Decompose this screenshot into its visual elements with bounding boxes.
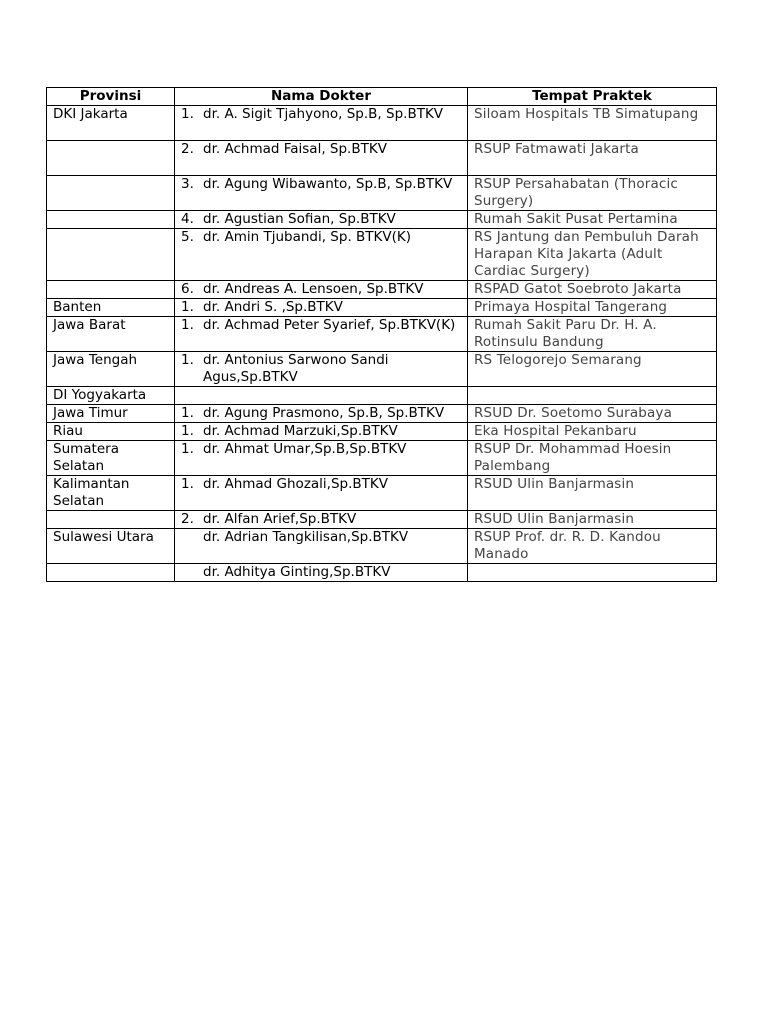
doctor-name: dr. Ahmat Umar,Sp.B,Sp.BTKV: [203, 441, 407, 457]
cell-tempat-praktek: Primaya Hospital Tangerang: [468, 299, 717, 317]
cell-tempat-praktek: RSUD Ulin Banjarmasin: [468, 476, 717, 511]
header-provinsi: Provinsi: [47, 88, 175, 106]
header-tempat-praktek: Tempat Praktek: [468, 88, 717, 106]
cell-tempat-praktek: Siloam Hospitals TB Simatupang: [468, 106, 717, 141]
cell-nama-dokter: [175, 476, 468, 511]
doctor-name: dr. Andri S. ,Sp.BTKV: [203, 299, 343, 315]
cell-provinsi: Kalimantan Selatan: [47, 476, 175, 511]
doctor-name: dr. Achmad Faisal, Sp.BTKV: [203, 141, 387, 157]
list-number: 1.: [181, 106, 194, 122]
list-number: 5.: [181, 229, 194, 245]
cell-provinsi: Sulawesi Utara: [47, 529, 175, 564]
table-row: [47, 529, 717, 564]
cell-nama-dokter: [175, 317, 468, 352]
doctor-name: dr. Andreas A. Lensoen, Sp.BTKV: [203, 281, 424, 297]
table-row: [47, 106, 717, 141]
cell-tempat-praktek: RSUP Persahabatan (Thoracic Surgery): [468, 176, 717, 211]
table-header-row: [47, 88, 717, 106]
list-number: 1.: [181, 405, 194, 421]
table-row: [47, 299, 717, 317]
doctor-name: dr. Alfan Arief,Sp.BTKV: [203, 511, 357, 527]
table-row: [47, 211, 717, 229]
cell-nama-dokter: [175, 405, 468, 423]
list-number: 2.: [181, 511, 194, 527]
list-number: 4.: [181, 211, 194, 227]
header-nama-dokter: Nama Dokter: [175, 88, 468, 106]
list-number: 1.: [181, 423, 194, 439]
doctor-name: dr. Achmad Marzuki,Sp.BTKV: [203, 423, 398, 439]
cell-provinsi: [47, 564, 175, 582]
cell-tempat-praktek: RSUD Dr. Soetomo Surabaya: [468, 405, 717, 423]
list-number: 1.: [181, 476, 194, 492]
cell-provinsi: [47, 176, 175, 211]
cell-tempat-praktek: RSUP Fatmawati Jakarta: [468, 141, 717, 176]
cell-provinsi: Riau: [47, 423, 175, 441]
cell-tempat-praktek: RSUP Prof. dr. R. D. Kandou Manado: [468, 529, 717, 564]
list-number: 1.: [181, 317, 194, 333]
cell-nama-dokter: [175, 229, 468, 281]
doctor-name: dr. Ahmad Ghozali,Sp.BTKV: [203, 476, 388, 492]
doctor-name: dr. Agung Prasmono, Sp.B, Sp.BTKV: [203, 405, 445, 421]
cell-tempat-praktek: RS Telogorejo Semarang: [468, 352, 717, 387]
cell-nama-dokter: [175, 423, 468, 441]
list-number: 1.: [181, 352, 194, 368]
cell-nama-dokter: [175, 299, 468, 317]
doctor-name: dr. Adhitya Ginting,Sp.BTKV: [203, 564, 391, 580]
doctor-name: dr. A. Sigit Tjahyono, Sp.B, Sp.BTKV: [203, 106, 444, 122]
cell-nama-dokter: [175, 176, 468, 211]
table-row: [47, 564, 717, 582]
cell-tempat-praktek: RS Jantung dan Pembuluh Darah Harapan Kita Jakarta (Adult Cardiac Surgery): [468, 229, 717, 281]
cell-nama-dokter: [175, 281, 468, 299]
list-number: 2.: [181, 141, 194, 157]
cell-provinsi: Jawa Barat: [47, 317, 175, 352]
cell-tempat-praktek: Rumah Sakit Pusat Pertamina: [468, 211, 717, 229]
table-row: [47, 176, 717, 211]
table-row: [47, 511, 717, 529]
cell-provinsi: Sumatera Selatan: [47, 441, 175, 476]
list-number: [181, 529, 203, 546]
cell-tempat-praktek: Eka Hospital Pekanbaru: [468, 423, 717, 441]
cell-provinsi: Banten: [47, 299, 175, 317]
cell-provinsi: [47, 141, 175, 176]
cell-nama-dokter: [175, 141, 468, 176]
table-row: [47, 317, 717, 352]
cell-provinsi: DKI Jakarta: [47, 106, 175, 141]
list-number: [181, 564, 203, 581]
doctor-name: dr. Agustian Sofian, Sp.BTKV: [203, 211, 396, 227]
table-row: [47, 229, 717, 281]
table-row: [47, 476, 717, 511]
cell-provinsi: [47, 511, 175, 529]
cell-tempat-praktek: RSPAD Gatot Soebroto Jakarta: [468, 281, 717, 299]
doctor-name: dr. Antonius Sarwono Sandi Agus,Sp.BTKV: [203, 352, 389, 385]
doctor-name: dr. Achmad Peter Syarief, Sp.BTKV(K): [203, 317, 456, 333]
cell-provinsi: Jawa Tengah: [47, 352, 175, 387]
cell-nama-dokter: [175, 511, 468, 529]
cell-nama-dokter: [175, 564, 468, 582]
cell-nama-dokter: [175, 387, 468, 405]
table-row: [47, 352, 717, 387]
cell-tempat-praktek: [468, 564, 717, 582]
cell-provinsi: DI Yogyakarta: [47, 387, 175, 405]
doctor-name: dr. Adrian Tangkilisan,Sp.BTKV: [203, 529, 409, 545]
list-number: 1.: [181, 299, 194, 315]
doctor-name: dr. Agung Wibawanto, Sp.B, Sp.BTKV: [203, 176, 453, 192]
cell-provinsi: [47, 211, 175, 229]
list-number: 3.: [181, 176, 194, 192]
cell-nama-dokter: [175, 106, 468, 141]
table-row: [47, 441, 717, 476]
cell-provinsi: Jawa Timur: [47, 405, 175, 423]
cell-tempat-praktek: RSUD Ulin Banjarmasin: [468, 511, 717, 529]
table-body: [47, 106, 717, 582]
cell-nama-dokter: [175, 352, 468, 387]
table-row: [47, 423, 717, 441]
cell-nama-dokter: [175, 529, 468, 564]
doctor-table: [46, 87, 717, 582]
doctor-name: dr. Amin Tjubandi, Sp. BTKV(K): [203, 229, 412, 245]
cell-tempat-praktek: RSUP Dr. Mohammad Hoesin Palembang: [468, 441, 717, 476]
table-row: [47, 387, 717, 405]
table-row: [47, 405, 717, 423]
list-number: 1.: [181, 441, 194, 457]
cell-provinsi: [47, 229, 175, 281]
cell-tempat-praktek: Rumah Sakit Paru Dr. H. A. Rotinsulu Bandung: [468, 317, 717, 352]
cell-nama-dokter: [175, 441, 468, 476]
cell-tempat-praktek: [468, 387, 717, 405]
cell-provinsi: [47, 281, 175, 299]
table-row: [47, 281, 717, 299]
table-row: [47, 141, 717, 176]
list-number: 6.: [181, 281, 194, 297]
cell-nama-dokter: [175, 211, 468, 229]
